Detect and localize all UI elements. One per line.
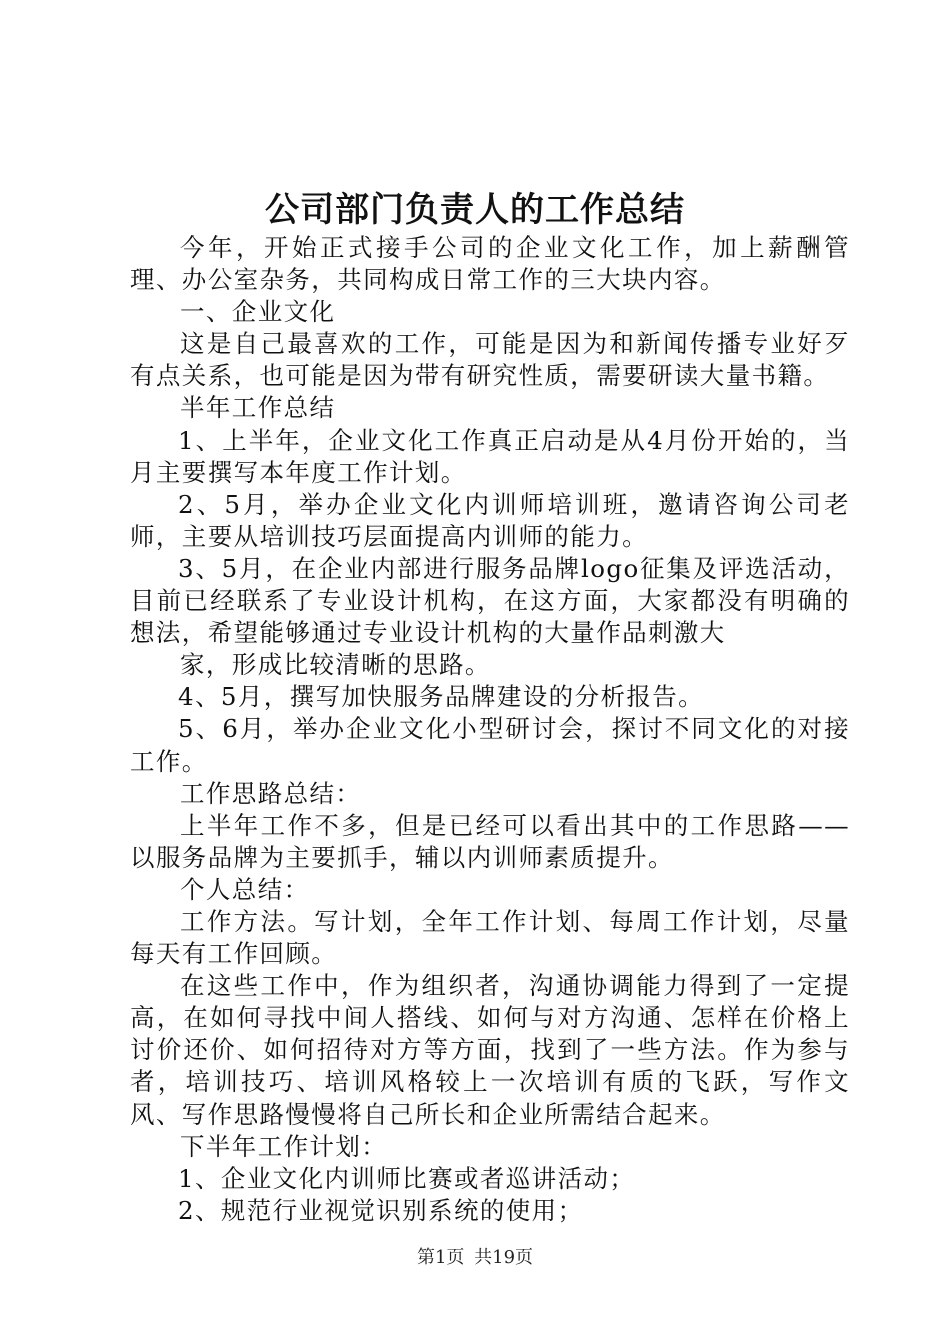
paragraph-work-approach: 上半年工作不多，但是已经可以看出其中的工作思路——以服务品牌为主要抓手，辅以内训师素质提升。: [130, 810, 850, 872]
page-footer: [0, 1245, 950, 1271]
list-item-3-continued: 家，形成比较清晰的思路。: [180, 650, 491, 680]
paragraph-culture-description: 这是自己最喜欢的工作，可能是因为和新闻传播专业好歹有点关系，也可能是因为带有研究性质，需要研读大量书籍。: [130, 329, 850, 391]
plan-item-2: 2、规范行业视觉识别系统的使用；: [178, 1195, 584, 1225]
section-heading-culture: 一、企业文化: [180, 297, 336, 327]
document-title: 公司部门负责人的工作总结: [265, 190, 685, 230]
page-total: 共19页: [474, 1247, 534, 1268]
list-item-3: 3、5月，在企业内部进行服务品牌logo征集及评选活动，目前已经联系了专业设计机构，在这方面，大家都没有明确的想法，希望能够通过专业设计机构的大量作品刺激大: [130, 553, 850, 648]
list-item-1: 1、上半年，企业文化工作真正启动是从4月份开始的，当月主要撰写本年度工作计划。: [130, 425, 850, 487]
subheading-work-approach: 工作思路总结：: [180, 778, 362, 808]
page-number: 第1页: [416, 1247, 465, 1268]
subheading-second-half-plan: 下半年工作计划：: [180, 1131, 388, 1161]
subheading-half-year-summary: 半年工作总结: [180, 393, 336, 423]
paragraph-work-method: 工作方法。写计划，全年工作计划、每周工作计划，尽量每天有工作回顾。: [130, 906, 850, 969]
list-item-5: 5、6月，举办企业文化小型研讨会，探讨不同文化的对接工作。: [130, 714, 850, 776]
list-item-4: 4、5月，撰写加快服务品牌建设的分析报告。: [178, 682, 705, 712]
subheading-personal-summary: 个人总结：: [180, 874, 310, 904]
document-body: [130, 232, 850, 1227]
paragraph-organizer-reflection: 在这些工作中，作为组织者，沟通协调能力得到了一定提高，在如何寻找中间人搭线、如何与对方沟通、怎样在价格上讨价还价、如何招待对方等方面，找到了一些方法。作为参与者，培训技巧、培训风格较上一次培训有质的飞跃，写作文风、写作思路慢慢将自己所长和企业所需结合起来。: [130, 971, 850, 1129]
list-item-2: 2、5月，举办企业文化内训师培训班，邀请咨询公司老师，主要从培训技巧层面提高内训师的能力。: [130, 489, 850, 551]
paragraph-intro: 今年，开始正式接手公司的企业文化工作，加上薪酬管理、办公室杂务，共同构成日常工作的三大块内容。: [130, 233, 850, 295]
plan-item-1: 1、企业文化内训师比赛或者巡讲活动；: [178, 1163, 636, 1193]
